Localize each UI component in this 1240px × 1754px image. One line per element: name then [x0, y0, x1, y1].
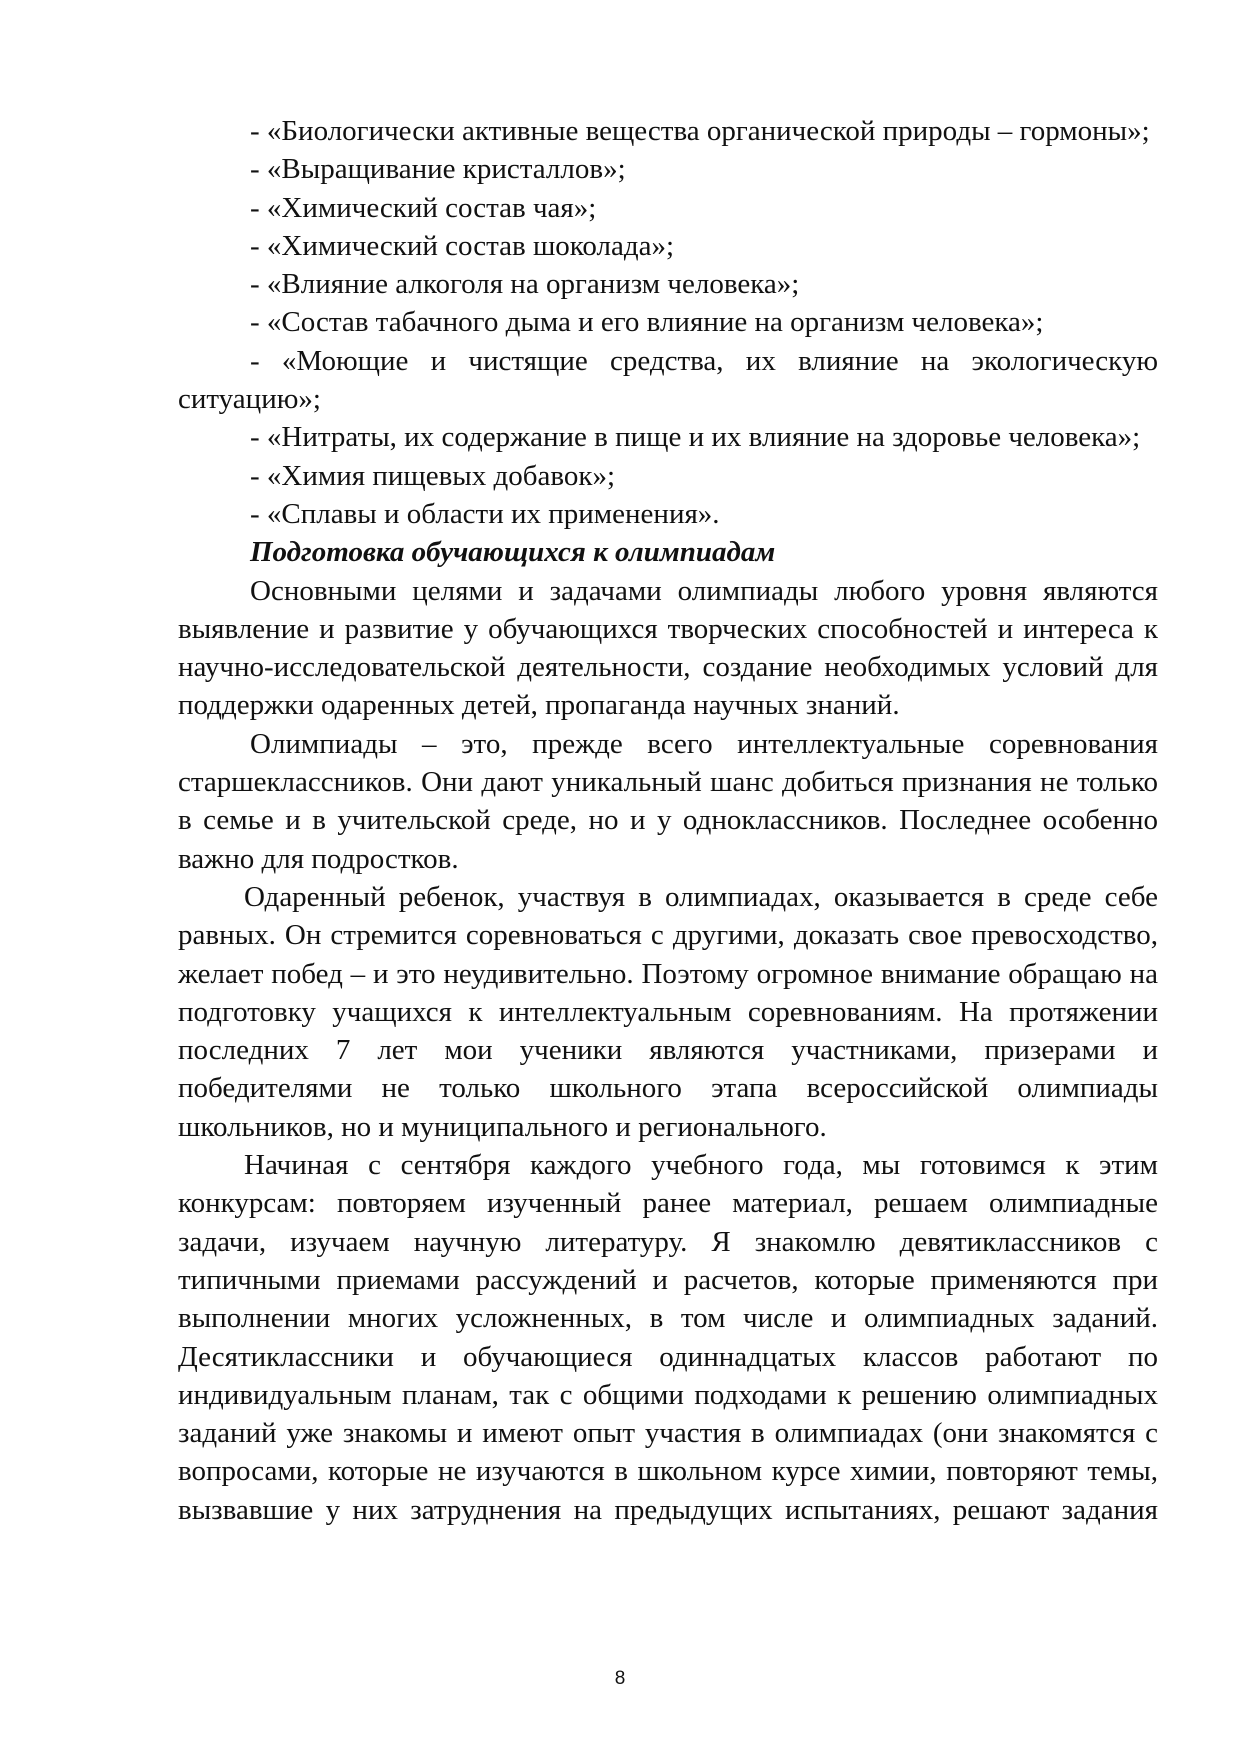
topic-list-item: - «Нитраты, их содержание в пище и их влияние на здоровье человека»; — [250, 421, 1141, 454]
body-paragraph: Одаренный ребенок, участвуя в олимпиадах, оказывается в среде себе равных. Он стремится соревноваться с другими, доказать свое превосходство, желает побед – и это неудивительно. Поэтому огромное внимание обращаю на подготовку учащихся к интеллектуальным соревнованиям. На протяжении последних 7 лет мои ученики являются участниками, призерами и победителями не только школьного этапа всероссийской олимпиады школьников, но и муниципального и регионального. — [178, 880, 1158, 1143]
body-paragraph: Олимпиады – это, прежде всего интеллектуальные соревнования старшеклассников. Они дают уникальный шанс добиться признания не только в семье и в учительской среде, но и у одноклассников. Последнее особенно важно для подростков. — [178, 727, 1158, 875]
topic-list-item: - «Моющие и чистящие средства, их влияние на экологическую ситуацию»; — [178, 344, 1158, 416]
body-paragraph: Начиная с сентября каждого учебного года, мы готовимся к этим конкурсам: повторяем изученный ранее материал, решаем олимпиадные задачи, изучаем научную литературу. Я знакомлю девятиклассников с типичными приемами рассуждений и расчетов, которые применяются при выполнении многих усложненных, в том числе и олимпиадных заданий. Десятиклассники и обучающиеся одиннадцатых классов работают по индивидуальным планам, так с общими подходами к решению олимпиадных заданий уже знакомы и имеют опыт участия в олимпиадах (они знакомятся с вопросами, которые не изучаются в школьном курсе химии, повторяют темы, вызвавшие у них затруднения на предыдущих испытаниях, решают задания — [178, 1149, 1158, 1526]
topic-list-item: - «Биологически активные вещества органической природы – гормоны»; — [250, 115, 1150, 147]
topic-list-item: - «Состав табачного дыма и его влияние на организм человека»; — [250, 306, 1044, 339]
topic-list-item: - «Химический состав чая»; — [250, 191, 597, 224]
topic-list-item: - «Сплавы и области их применения». — [250, 497, 720, 530]
body-paragraph: Основными целями и задачами олимпиады любого уровня являются выявление и развитие у обучающихся творческих способностей и интереса к научно-исследовательской деятельности, создание необходимых условий для поддержки одаренных детей, пропаганда научных знаний. — [178, 574, 1158, 722]
topic-list-item: - «Выращивание кристаллов»; — [250, 153, 626, 186]
topic-list-item: - «Влияние алкоголя на организм человека»; — [250, 268, 800, 301]
document-page — [178, 112, 1158, 1529]
section-heading: Подготовка обучающихся к олимпиадам — [250, 536, 776, 569]
page-number: 8 — [614, 1668, 626, 1689]
topic-list-item: - «Химия пищевых добавок»; — [250, 459, 616, 492]
topic-list-item: - «Химический состав шоколада»; — [250, 229, 675, 262]
